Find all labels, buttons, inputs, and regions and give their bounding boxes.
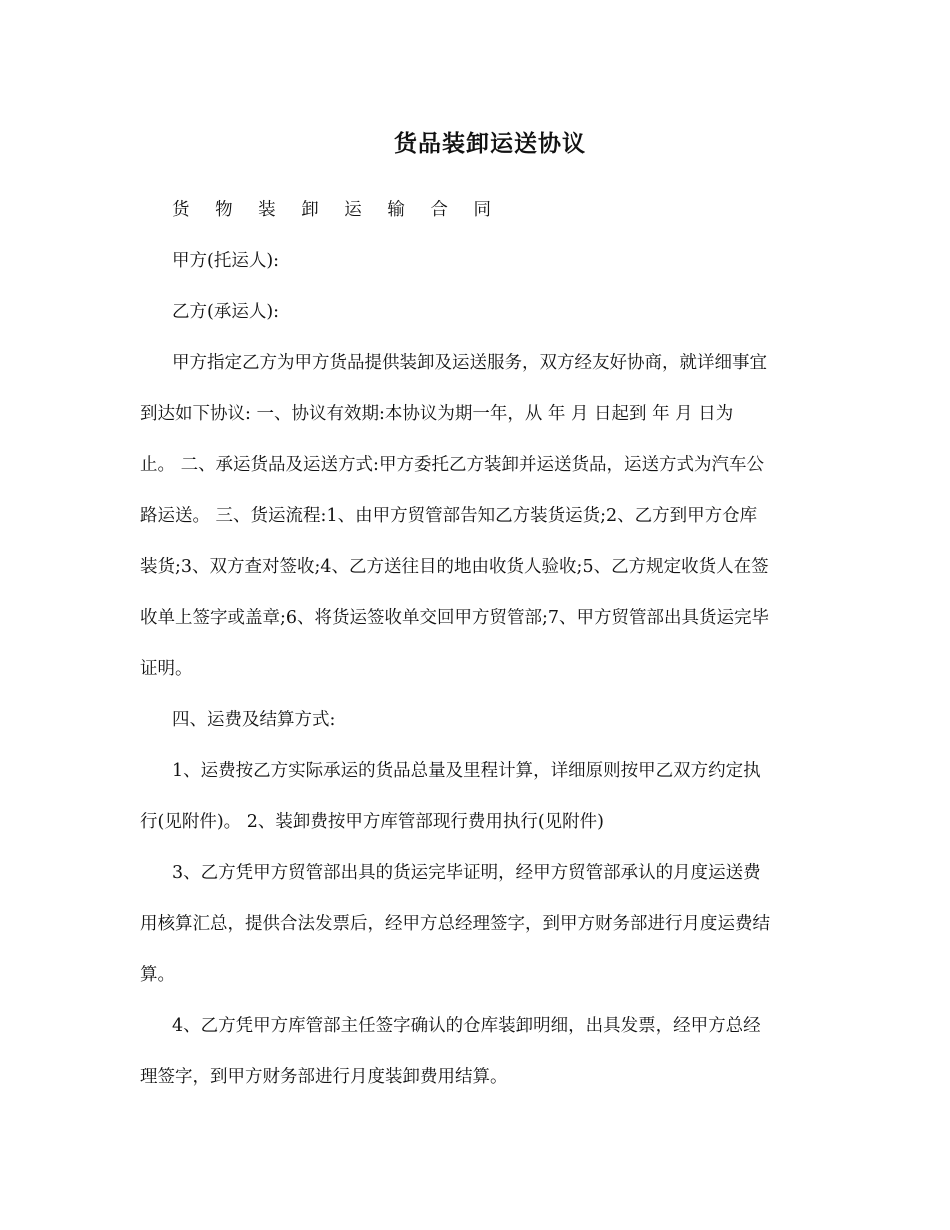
paragraph-fee-4	[140, 1001, 815, 1103]
paragraph-line: 行(见附件)。 2、装卸费按甲方库管部现行费用执行(见附件)	[140, 812, 605, 832]
paragraph-line: 甲方指定乙方为甲方货品提供装卸及运送服务，双方经友好协商，就详细事宜	[172, 353, 767, 373]
party-b-label: 乙方(承运人):	[172, 302, 280, 322]
paragraph-line: 装货;3、双方查对签收;4、乙方送往目的地由收货人验收;5、乙方规定收货人在签	[140, 557, 769, 577]
paragraph-line: 算。	[140, 965, 175, 985]
paragraph-line: 用核算汇总，提供合法发票后，经甲方总经理签字，到甲方财务部进行月度运费结	[140, 914, 770, 934]
contract-subtitle: 货 物 装 卸 运 输 合 同	[172, 200, 501, 220]
paragraph-line: 止。 二、承运货品及运送方式:甲方委托乙方装卸并运送货品，运送方式为汽车公	[140, 455, 764, 475]
paragraph-fee-1-2	[140, 746, 815, 848]
paragraph-line: 理签字，到甲方财务部进行月度装卸费用结算。	[140, 1067, 508, 1087]
paragraph-line: 3、乙方凭甲方贸管部出具的货运完毕证明，经甲方贸管部承认的月度运送费	[172, 863, 761, 883]
document-title: 货品装卸运送协议	[394, 130, 586, 157]
paragraph-line: 4、乙方凭甲方库管部主任签字确认的仓库装卸明细，出具发票，经甲方总经	[172, 1016, 761, 1036]
paragraph-line: 收单上签字或盖章;6、将货运签收单交回甲方贸管部;7、甲方贸管部出具货运完毕	[140, 608, 770, 628]
paragraph-line: 到达如下协议: 一、协议有效期:本协议为期一年，从 年 月 日起到 年 月 日为	[140, 404, 734, 424]
section-4-heading: 四、运费及结算方式:	[172, 710, 336, 730]
paragraph-line: 路运送。 三、货运流程:1、由甲方贸管部告知乙方装货运货;2、乙方到甲方仓库	[140, 506, 758, 526]
paragraph-terms	[140, 338, 815, 695]
paragraph-line: 1、运费按乙方实际承运的货品总量及里程计算，详细原则按甲乙双方约定执	[172, 761, 761, 781]
paragraph-fee-3	[140, 848, 815, 1001]
party-a-label: 甲方(托运人):	[172, 251, 280, 271]
paragraph-line: 证明。	[140, 659, 193, 679]
